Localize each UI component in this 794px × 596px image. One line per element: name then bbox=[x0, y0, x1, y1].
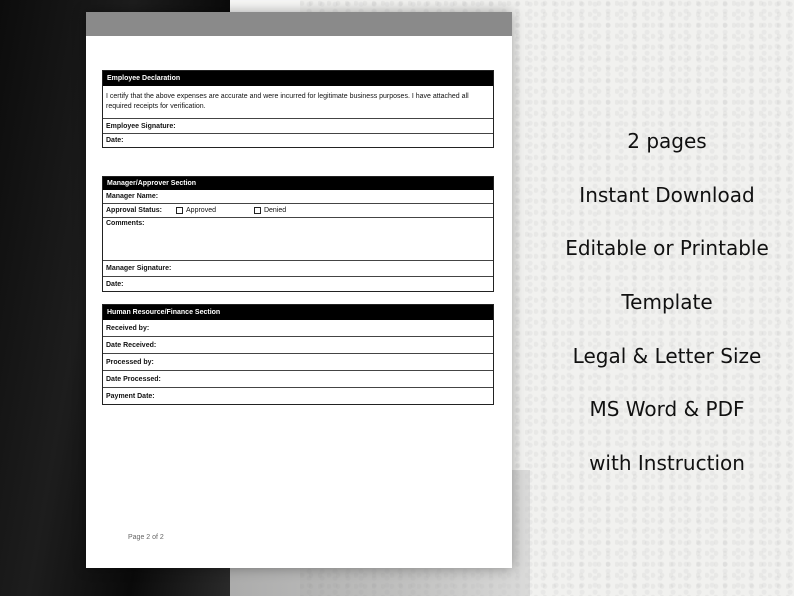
feature-item: Legal & Letter Size bbox=[572, 343, 762, 368]
manager-signature-field[interactable] bbox=[103, 260, 493, 276]
approved-checkbox[interactable] bbox=[176, 207, 216, 214]
section-title: Manager/Approver Section bbox=[103, 177, 493, 190]
field-label: Date: bbox=[106, 280, 124, 288]
checkbox-icon bbox=[176, 207, 183, 214]
feature-item: MS Word & PDF bbox=[589, 397, 745, 422]
date-processed-field[interactable] bbox=[103, 370, 493, 387]
field-label: Date Processed: bbox=[106, 375, 161, 383]
field-label: Approval Status: bbox=[106, 207, 163, 214]
checkbox-label: Denied bbox=[263, 207, 287, 214]
field-label: Manager Name: bbox=[106, 193, 159, 200]
checkbox-icon bbox=[254, 207, 261, 214]
field-label: Manager Signature: bbox=[106, 265, 172, 272]
page-number: Page 2 of 2 bbox=[128, 534, 164, 541]
feature-item: Instant Download bbox=[579, 182, 755, 207]
field-label: Received by: bbox=[106, 324, 150, 332]
feature-item: with Instruction bbox=[589, 451, 745, 476]
feature-item: 2 pages bbox=[627, 129, 707, 153]
feature-item: Template bbox=[621, 290, 713, 315]
manager-date-field[interactable] bbox=[103, 276, 493, 291]
section-title: Employee Declaration bbox=[103, 71, 493, 86]
feature-item: Editable or Printable bbox=[565, 236, 769, 261]
employee-date-field[interactable] bbox=[103, 133, 493, 147]
manager-name-field[interactable] bbox=[103, 190, 493, 203]
manager-approver-section bbox=[102, 176, 494, 292]
document-page bbox=[86, 12, 512, 568]
field-label: Processed by: bbox=[106, 358, 154, 366]
hr-finance-section bbox=[102, 304, 494, 405]
payment-date-field[interactable] bbox=[103, 387, 493, 404]
checkbox-label: Approved bbox=[186, 207, 216, 214]
denied-checkbox[interactable] bbox=[254, 207, 286, 214]
field-label: Date Received: bbox=[106, 341, 157, 349]
received-by-field[interactable] bbox=[103, 320, 493, 336]
declaration-statement: I certify that the above expenses are accurate and were incurred for legitimate business purposes. I have attached all required receipts for verification. bbox=[106, 93, 469, 110]
field-label: Date: bbox=[106, 137, 124, 144]
field-label: Comments: bbox=[106, 220, 145, 227]
section-title: Human Resource/Finance Section bbox=[103, 305, 493, 320]
date-received-field[interactable] bbox=[103, 336, 493, 353]
approval-status-row bbox=[103, 203, 493, 217]
employee-declaration-section bbox=[102, 70, 494, 148]
field-label: Employee Signature: bbox=[106, 122, 176, 130]
comments-field[interactable] bbox=[103, 217, 493, 260]
processed-by-field[interactable] bbox=[103, 353, 493, 370]
field-label: Payment Date: bbox=[106, 392, 155, 400]
feature-list bbox=[540, 120, 794, 496]
employee-signature-field[interactable] bbox=[103, 118, 493, 133]
page-header-bar bbox=[86, 12, 512, 36]
